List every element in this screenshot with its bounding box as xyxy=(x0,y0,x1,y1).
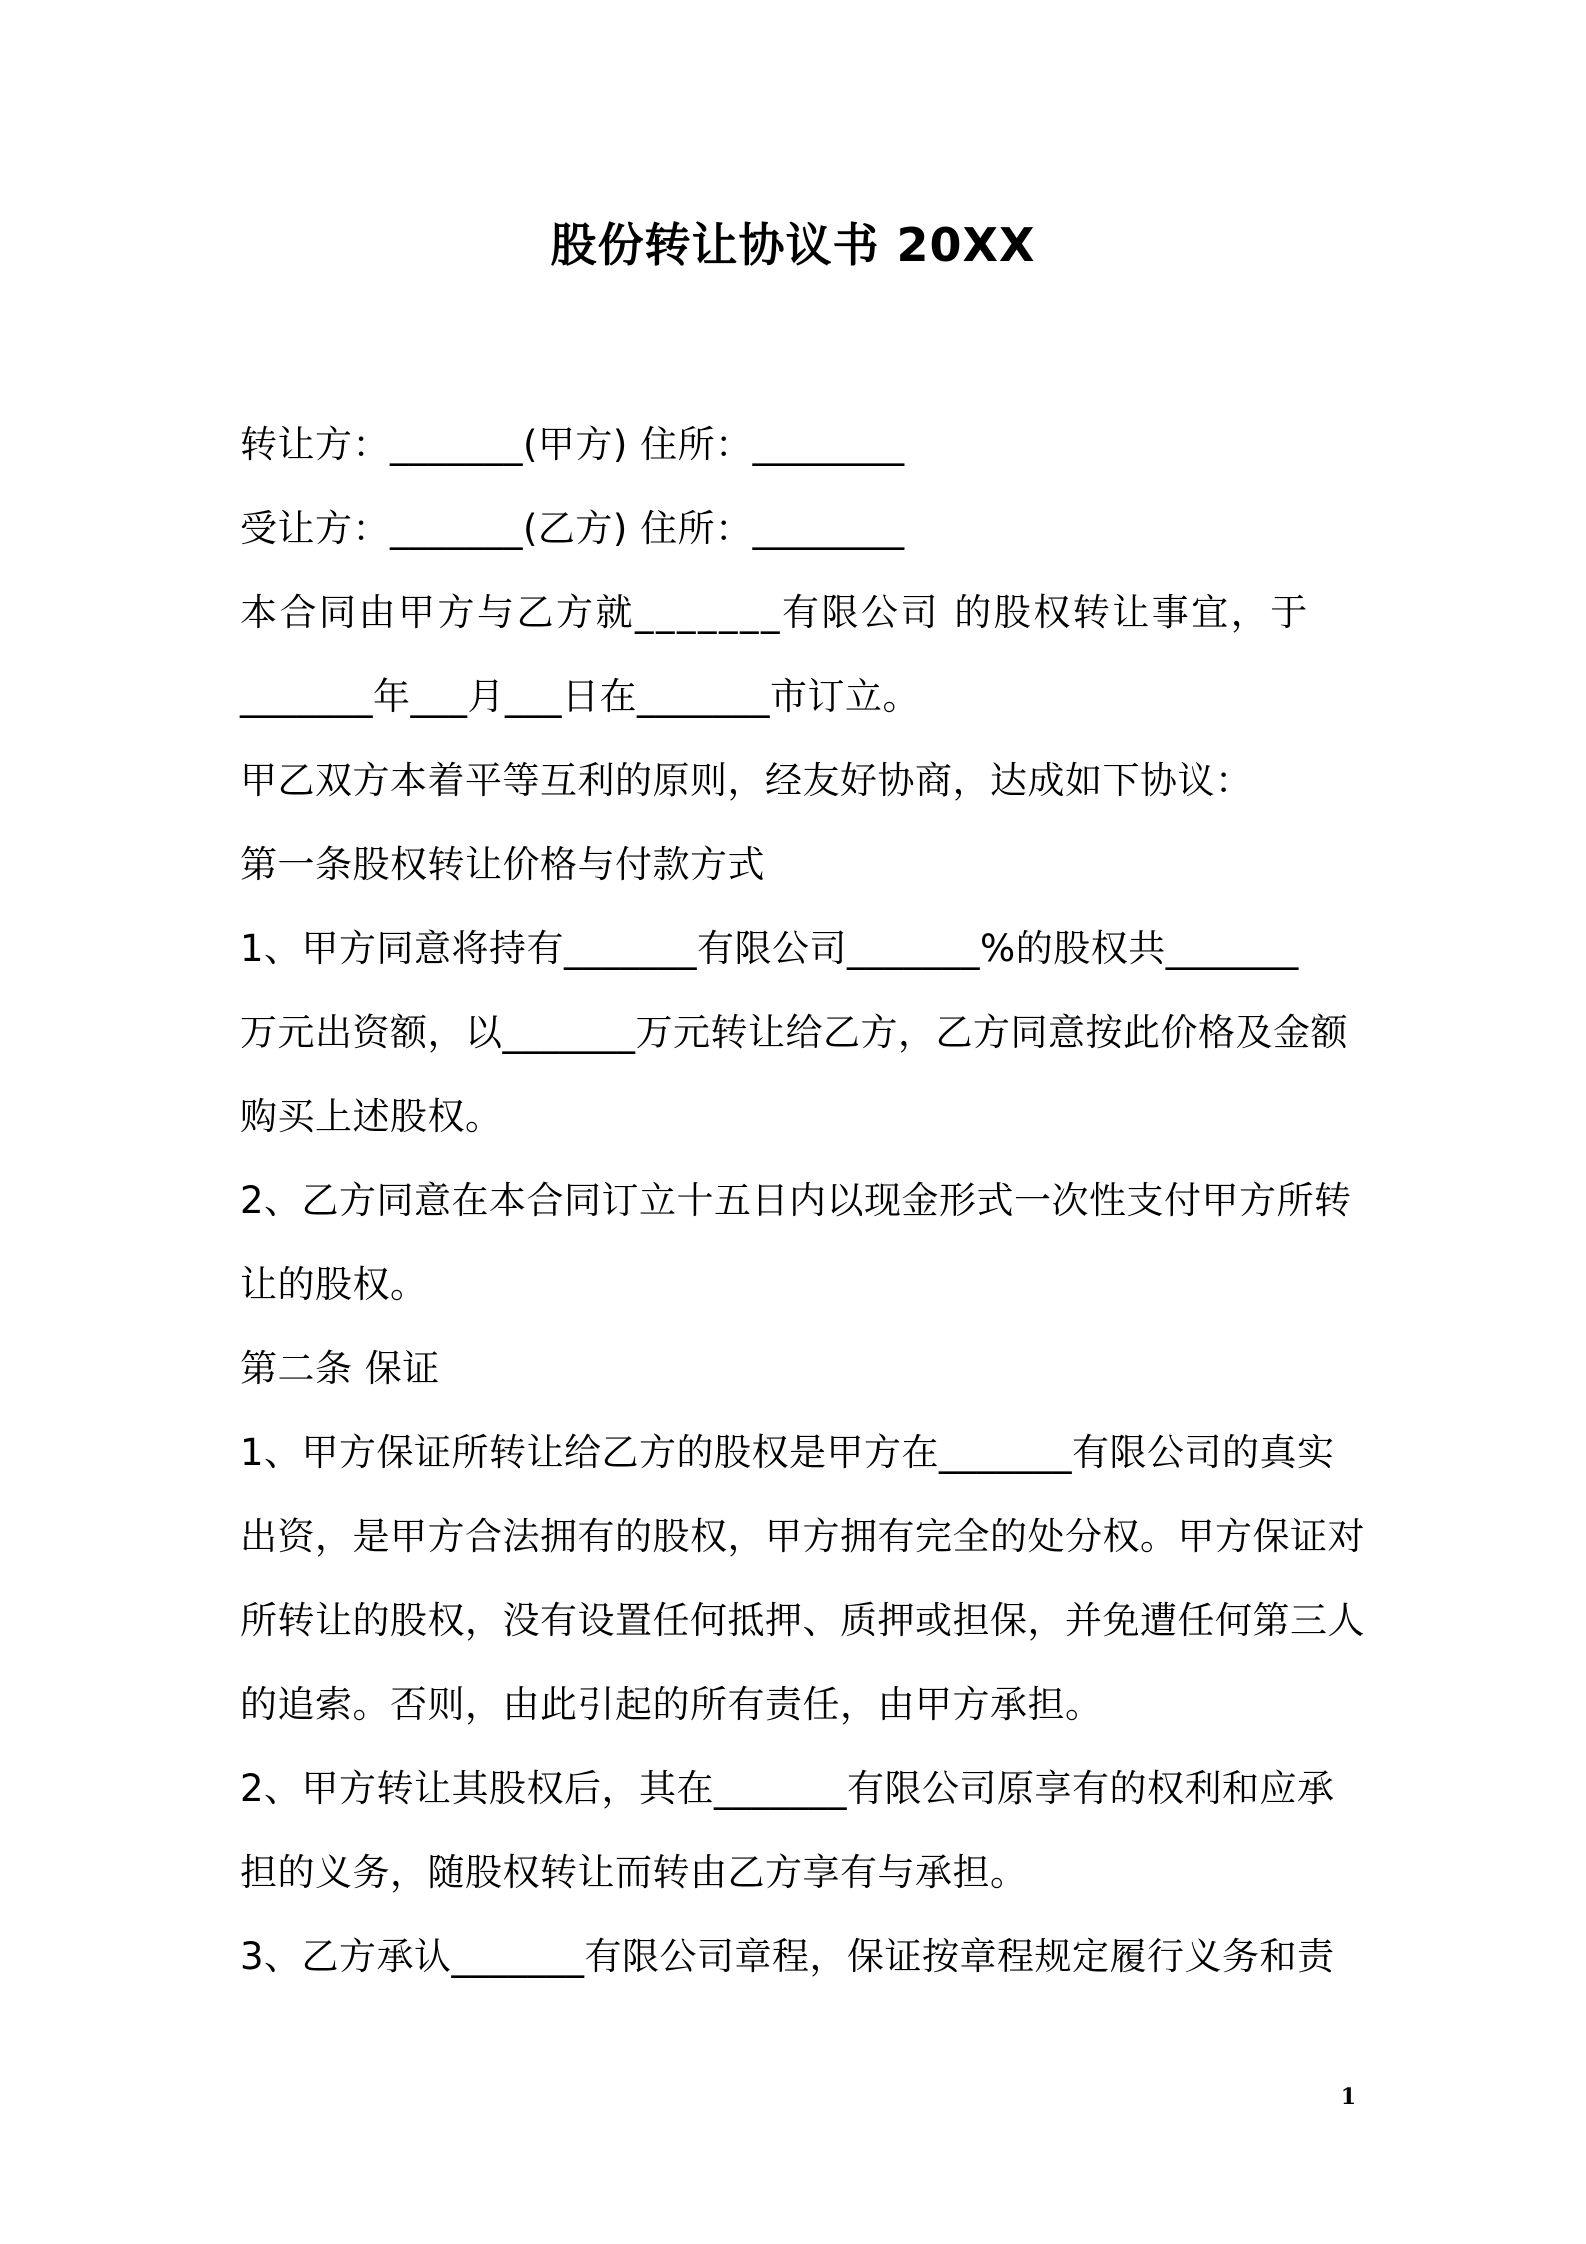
article-2-clause-2-line-1: 2、甲方转让其股权后，其在_______有限公司原享有的权利和应承 xyxy=(240,1767,1335,1810)
article-2-heading: 第二条 保证 xyxy=(240,1347,440,1390)
article-1-clause-1-line-1: 1、甲方同意将持有_______有限公司_______%的股权共_______ xyxy=(240,927,1299,970)
article-1-heading: 第一条股权转让价格与付款方式 xyxy=(240,843,765,886)
article-1-clause-2-line-2: 让的股权。 xyxy=(240,1263,428,1306)
article-1-clause-1-line-3: 购买上述股权。 xyxy=(240,1095,503,1138)
article-1-clause-1-line-2: 万元出资额，以_______万元转让给乙方，乙方同意按此价格及金额 xyxy=(240,1011,1348,1054)
transferee-line: 受让方：_______(乙方) 住所：________ xyxy=(240,507,905,550)
article-2-clause-2-line-2: 担的义务，随股权转让而转由乙方享有与承担。 xyxy=(240,1851,1028,1894)
contract-date-line: _______年___月___日在_______市订立。 xyxy=(240,675,920,718)
article-2-clause-1-line-4: 的追索。否则，由此引起的所有责任，由甲方承担。 xyxy=(240,1683,1103,1726)
article-2-clause-3-line-1: 3、乙方承认_______有限公司章程，保证按章程规定履行义务和责 xyxy=(240,1935,1335,1978)
contract-intro-line: 本合同由甲方与乙方就_______有限公司 的股权转让事宜，于 xyxy=(240,591,1310,634)
page-number: 1 xyxy=(1340,2084,1356,2110)
transferor-line: 转让方：_______(甲方) 住所：________ xyxy=(240,423,905,466)
article-1-clause-2-line-1: 2、乙方同意在本合同订立十五日内以现金形式一次性支付甲方所转 xyxy=(240,1179,1352,1222)
agreement-preamble: 甲乙双方本着平等互利的原则，经友好协商，达成如下协议： xyxy=(240,759,1253,802)
article-2-clause-1-line-2: 出资，是甲方合法拥有的股权，甲方拥有完全的处分权。甲方保证对 xyxy=(240,1515,1365,1558)
document-title: 股份转让协议书 20XX xyxy=(550,218,1036,272)
article-2-clause-1-line-1: 1、甲方保证所转让给乙方的股权是甲方在_______有限公司的真实 xyxy=(240,1431,1335,1474)
article-2-clause-1-line-3: 所转让的股权，没有设置任何抵押、质押或担保，并免遭任何第三人 xyxy=(240,1599,1365,1642)
document-body xyxy=(240,403,1365,1999)
